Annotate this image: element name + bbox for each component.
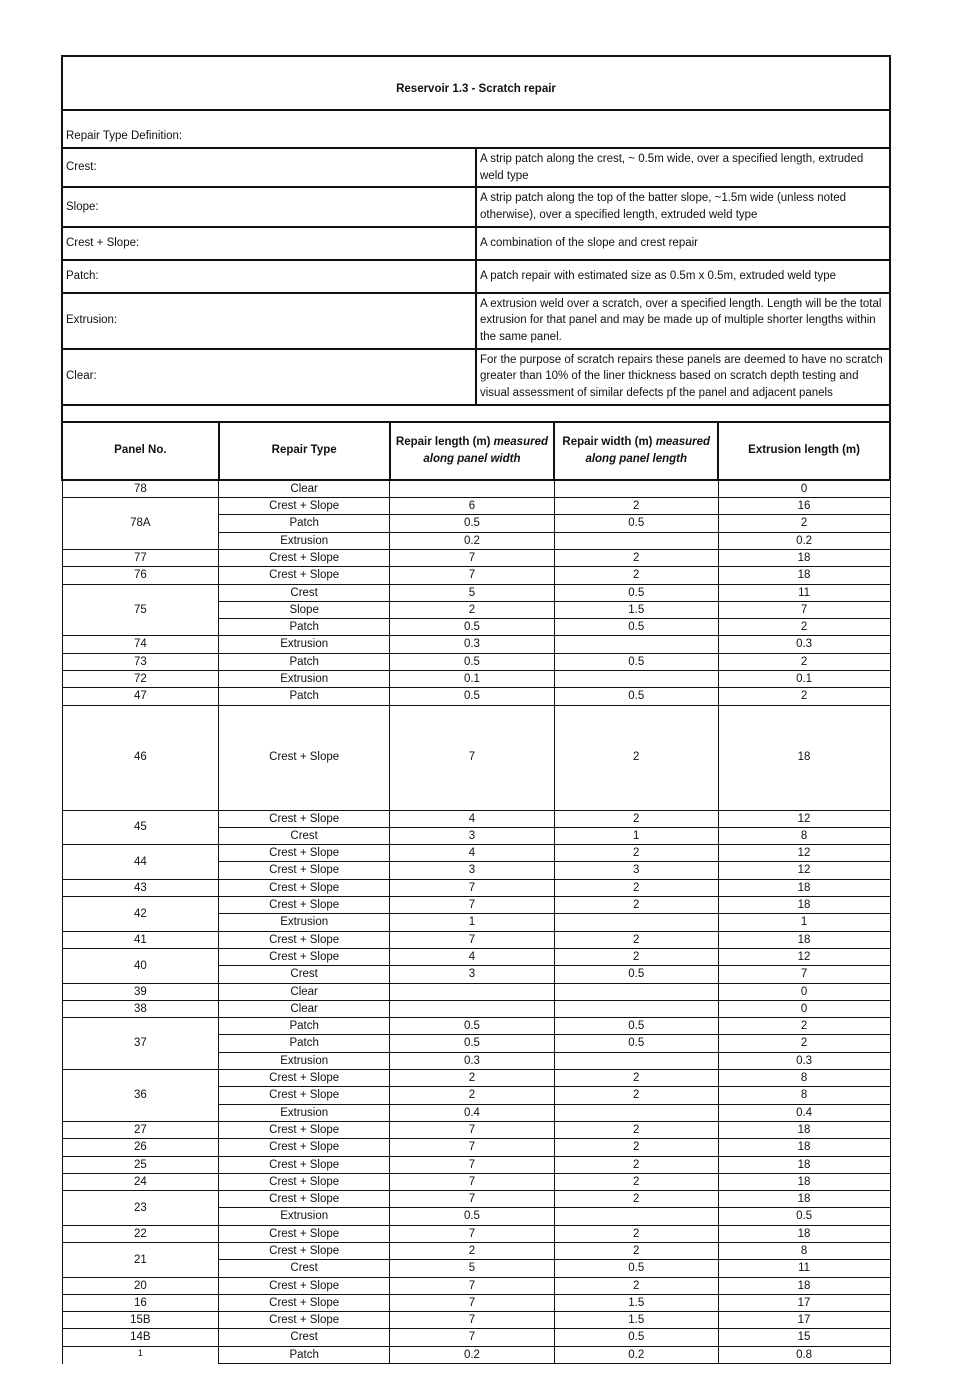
repair-length-cell: 0.5 bbox=[390, 1018, 555, 1035]
definition-row bbox=[62, 148, 890, 187]
repair-type-cell: Crest + Slope bbox=[219, 1243, 390, 1260]
repair-length-cell: 7 bbox=[390, 931, 555, 948]
extrusion-length-cell: 18 bbox=[718, 549, 890, 566]
repair-type-cell: Patch bbox=[219, 1035, 390, 1052]
panel-number-cell: 46 bbox=[62, 705, 219, 810]
repair-width-cell: 2 bbox=[554, 1156, 718, 1173]
extrusion-length-cell: 8 bbox=[718, 1243, 890, 1260]
extrusion-length-cell: 12 bbox=[718, 845, 890, 862]
repair-length-cell: 0.5 bbox=[390, 619, 555, 636]
extrusion-length-cell: 0.3 bbox=[718, 1052, 890, 1069]
panel-number-cell: 72 bbox=[62, 670, 219, 687]
repair-length-cell bbox=[390, 480, 555, 498]
repair-length-cell: 0.5 bbox=[390, 515, 555, 532]
col-header-repair-type: Repair Type bbox=[219, 422, 390, 480]
repair-type-cell: Crest bbox=[219, 827, 390, 844]
repair-type-cell: Extrusion bbox=[219, 914, 390, 931]
repair-length-cell bbox=[390, 1000, 555, 1017]
repair-width-cell: 2 bbox=[554, 1225, 718, 1242]
repair-length-cell: 3 bbox=[390, 862, 555, 879]
repair-length-cell: 7 bbox=[390, 705, 555, 810]
repair-length-cell: 4 bbox=[390, 810, 555, 827]
repair-width-cell: 2 bbox=[554, 705, 718, 810]
extrusion-length-cell: 0.5 bbox=[718, 1208, 890, 1225]
repair-length-cell: 7 bbox=[390, 567, 555, 584]
col-header-extrusion-length: Extrusion length (m) bbox=[718, 422, 890, 480]
table-row bbox=[62, 705, 890, 810]
table-header-row bbox=[62, 422, 890, 480]
repair-width-cell: 0.5 bbox=[554, 1329, 718, 1346]
extrusion-length-cell: 17 bbox=[718, 1294, 890, 1311]
table-row bbox=[62, 670, 890, 687]
col-header-repair-length-note: measured along panel width bbox=[423, 436, 548, 465]
repair-width-cell: 2 bbox=[554, 1277, 718, 1294]
repair-length-cell: 0.2 bbox=[390, 532, 555, 549]
table-row bbox=[62, 1312, 890, 1329]
col-header-repair-width bbox=[554, 422, 718, 480]
table-row bbox=[62, 1243, 890, 1260]
extrusion-length-cell: 12 bbox=[718, 948, 890, 965]
repair-width-cell: 2 bbox=[554, 1121, 718, 1138]
repair-type-cell: Crest + Slope bbox=[219, 1294, 390, 1311]
extrusion-length-cell: 2 bbox=[718, 688, 890, 705]
repair-length-cell: 7 bbox=[390, 1225, 555, 1242]
table-row bbox=[62, 498, 890, 515]
extrusion-length-cell: 2 bbox=[718, 653, 890, 670]
repair-length-cell: 0.5 bbox=[390, 1035, 555, 1052]
repair-width-cell bbox=[554, 1104, 718, 1121]
repair-length-cell: 0.5 bbox=[390, 688, 555, 705]
repair-type-cell: Patch bbox=[219, 1018, 390, 1035]
repair-type-cell: Crest + Slope bbox=[219, 845, 390, 862]
extrusion-length-cell: 0 bbox=[718, 983, 890, 1000]
panel-number-cell: 22 bbox=[62, 1225, 219, 1242]
repair-type-cell: Patch bbox=[219, 1346, 390, 1363]
table-row bbox=[62, 948, 890, 965]
definitions-table bbox=[61, 55, 891, 423]
panel-number-cell: 1 bbox=[62, 1346, 219, 1363]
repair-width-cell: 0.5 bbox=[554, 1260, 718, 1277]
repair-width-cell: 2 bbox=[554, 498, 718, 515]
repair-length-cell: 2 bbox=[390, 1243, 555, 1260]
extrusion-length-cell: 12 bbox=[718, 862, 890, 879]
panel-number-cell: 24 bbox=[62, 1173, 219, 1190]
table-body bbox=[62, 480, 890, 1364]
definition-row bbox=[62, 260, 890, 293]
table-row bbox=[62, 636, 890, 653]
repair-width-cell: 2 bbox=[554, 567, 718, 584]
table-row bbox=[62, 1121, 890, 1138]
extrusion-length-cell: 18 bbox=[718, 1156, 890, 1173]
table-row bbox=[62, 1156, 890, 1173]
panel-number-cell: 73 bbox=[62, 653, 219, 670]
definition-term: Extrusion: bbox=[62, 293, 476, 349]
repair-length-cell: 2 bbox=[390, 1087, 555, 1104]
repair-type-cell: Crest + Slope bbox=[219, 897, 390, 914]
definition-text: A extrusion weld over a scratch, over a specified length. Length will be the total extrusion for that panel and may be made up of multiple shorter lengths within the same panel. bbox=[476, 293, 890, 349]
repair-type-cell: Extrusion bbox=[219, 670, 390, 687]
repair-type-cell: Extrusion bbox=[219, 532, 390, 549]
definition-row bbox=[62, 187, 890, 226]
definition-term: Patch: bbox=[62, 260, 476, 293]
repair-width-cell: 0.5 bbox=[554, 584, 718, 601]
repair-length-cell: 7 bbox=[390, 1277, 555, 1294]
repair-length-cell: 6 bbox=[390, 498, 555, 515]
table-row bbox=[62, 1191, 890, 1208]
extrusion-length-cell: 7 bbox=[718, 601, 890, 618]
repair-type-cell: Crest + Slope bbox=[219, 1087, 390, 1104]
panel-number-cell: 38 bbox=[62, 1000, 219, 1017]
repair-type-cell: Crest + Slope bbox=[219, 1070, 390, 1087]
col-header-panel: Panel No. bbox=[62, 422, 219, 480]
repair-length-cell: 7 bbox=[390, 1156, 555, 1173]
table-row bbox=[62, 567, 890, 584]
table-row bbox=[62, 1346, 890, 1363]
extrusion-length-cell: 18 bbox=[718, 1139, 890, 1156]
repair-type-cell: Crest bbox=[219, 1260, 390, 1277]
repair-width-cell: 0.2 bbox=[554, 1346, 718, 1363]
repair-width-cell: 2 bbox=[554, 1173, 718, 1190]
repair-length-cell: 0.1 bbox=[390, 670, 555, 687]
definitions-heading: Repair Type Definition: bbox=[62, 110, 890, 148]
repair-width-cell: 2 bbox=[554, 845, 718, 862]
repair-type-cell: Crest + Slope bbox=[219, 862, 390, 879]
extrusion-length-cell: 2 bbox=[718, 1018, 890, 1035]
repair-type-cell: Crest + Slope bbox=[219, 1191, 390, 1208]
extrusion-length-cell: 15 bbox=[718, 1329, 890, 1346]
repair-type-cell: Patch bbox=[219, 619, 390, 636]
extrusion-length-cell: 18 bbox=[718, 1191, 890, 1208]
repair-type-cell: Clear bbox=[219, 983, 390, 1000]
repair-width-cell bbox=[554, 1208, 718, 1225]
panel-number-cell: 39 bbox=[62, 983, 219, 1000]
col-header-repair-length-main: Repair length (m) bbox=[395, 436, 494, 449]
panel-number-cell: 75 bbox=[62, 584, 219, 636]
repair-type-cell: Crest + Slope bbox=[219, 549, 390, 566]
repair-length-cell: 7 bbox=[390, 1329, 555, 1346]
repair-type-cell: Crest + Slope bbox=[219, 879, 390, 896]
repair-width-cell: 2 bbox=[554, 897, 718, 914]
repair-width-cell: 0.5 bbox=[554, 966, 718, 983]
panel-number-cell: 78A bbox=[62, 498, 219, 550]
table-row bbox=[62, 879, 890, 896]
panel-number-cell: 25 bbox=[62, 1156, 219, 1173]
panel-number-cell: 77 bbox=[62, 549, 219, 566]
repair-length-cell: 0.4 bbox=[390, 1104, 555, 1121]
repair-length-cell: 7 bbox=[390, 1294, 555, 1311]
repair-length-cell: 5 bbox=[390, 1260, 555, 1277]
extrusion-length-cell: 11 bbox=[718, 584, 890, 601]
repair-type-cell: Crest + Slope bbox=[219, 1277, 390, 1294]
repair-length-cell: 1 bbox=[390, 914, 555, 931]
repair-length-cell: 7 bbox=[390, 1121, 555, 1138]
repair-type-cell: Crest + Slope bbox=[219, 1121, 390, 1138]
table-row bbox=[62, 983, 890, 1000]
extrusion-length-cell: 0.2 bbox=[718, 532, 890, 549]
table-row bbox=[62, 688, 890, 705]
repair-width-cell: 2 bbox=[554, 1087, 718, 1104]
repair-width-cell: 0.5 bbox=[554, 1018, 718, 1035]
panel-number-cell: 47 bbox=[62, 688, 219, 705]
extrusion-length-cell: 16 bbox=[718, 498, 890, 515]
panel-number-cell: 40 bbox=[62, 948, 219, 983]
scratch-repair-table bbox=[61, 421, 891, 1364]
extrusion-length-cell: 0 bbox=[718, 480, 890, 498]
repair-type-cell: Crest + Slope bbox=[219, 948, 390, 965]
extrusion-length-cell: 2 bbox=[718, 515, 890, 532]
definition-text: A combination of the slope and crest repair bbox=[476, 227, 890, 260]
repair-width-cell bbox=[554, 1000, 718, 1017]
repair-type-cell: Crest + Slope bbox=[219, 931, 390, 948]
repair-type-cell: Crest + Slope bbox=[219, 705, 390, 810]
repair-length-cell: 7 bbox=[390, 1173, 555, 1190]
col-header-repair-width-note: measured along panel length bbox=[585, 436, 711, 465]
panel-number-cell: 23 bbox=[62, 1191, 219, 1226]
repair-length-cell: 4 bbox=[390, 845, 555, 862]
table-row bbox=[62, 845, 890, 862]
definition-term: Slope: bbox=[62, 187, 476, 226]
extrusion-length-cell: 18 bbox=[718, 1173, 890, 1190]
repair-length-cell: 0.5 bbox=[390, 653, 555, 670]
repair-length-cell: 0.5 bbox=[390, 1208, 555, 1225]
extrusion-length-cell: 8 bbox=[718, 1070, 890, 1087]
repair-length-cell: 3 bbox=[390, 966, 555, 983]
definition-text: A strip patch along the crest, ~ 0.5m wide, over a specified length, extruded weld type bbox=[476, 148, 890, 187]
panel-number-cell: 14B bbox=[62, 1329, 219, 1346]
repair-type-cell: Crest + Slope bbox=[219, 1312, 390, 1329]
repair-width-cell: 0.5 bbox=[554, 688, 718, 705]
repair-width-cell bbox=[554, 532, 718, 549]
repair-width-cell: 2 bbox=[554, 810, 718, 827]
repair-length-cell: 4 bbox=[390, 948, 555, 965]
repair-width-cell: 2 bbox=[554, 931, 718, 948]
panel-number-cell: 36 bbox=[62, 1070, 219, 1122]
repair-type-cell: Patch bbox=[219, 688, 390, 705]
repair-width-cell: 0.5 bbox=[554, 653, 718, 670]
repair-length-cell: 0.3 bbox=[390, 1052, 555, 1069]
repair-length-cell: 7 bbox=[390, 1139, 555, 1156]
definition-term: Crest: bbox=[62, 148, 476, 187]
repair-width-cell bbox=[554, 480, 718, 498]
extrusion-length-cell: 18 bbox=[718, 705, 890, 810]
definition-row bbox=[62, 227, 890, 260]
repair-width-cell: 2 bbox=[554, 1191, 718, 1208]
extrusion-length-cell: 18 bbox=[718, 1121, 890, 1138]
repair-type-cell: Crest bbox=[219, 584, 390, 601]
repair-type-cell: Clear bbox=[219, 480, 390, 498]
definition-term: Crest + Slope: bbox=[62, 227, 476, 260]
repair-width-cell: 2 bbox=[554, 549, 718, 566]
table-row bbox=[62, 1329, 890, 1346]
repair-type-cell: Slope bbox=[219, 601, 390, 618]
repair-type-cell: Crest + Slope bbox=[219, 1139, 390, 1156]
repair-width-cell: 0.5 bbox=[554, 619, 718, 636]
repair-length-cell: 7 bbox=[390, 897, 555, 914]
repair-type-cell: Crest + Slope bbox=[219, 567, 390, 584]
repair-length-cell: 3 bbox=[390, 827, 555, 844]
table-row bbox=[62, 810, 890, 827]
repair-length-cell: 7 bbox=[390, 1191, 555, 1208]
panel-number-cell: 78 bbox=[62, 480, 219, 498]
repair-length-cell: 5 bbox=[390, 584, 555, 601]
table-row bbox=[62, 1225, 890, 1242]
repair-type-cell: Crest + Slope bbox=[219, 498, 390, 515]
repair-length-cell: 7 bbox=[390, 1312, 555, 1329]
col-header-repair-width-main: Repair width (m) bbox=[562, 436, 656, 449]
definition-row bbox=[62, 349, 890, 405]
table-row bbox=[62, 549, 890, 566]
extrusion-length-cell: 0.3 bbox=[718, 636, 890, 653]
table-row bbox=[62, 931, 890, 948]
table-row bbox=[62, 653, 890, 670]
repair-width-cell: 2 bbox=[554, 1243, 718, 1260]
repair-width-cell: 1.5 bbox=[554, 601, 718, 618]
repair-length-cell: 0.3 bbox=[390, 636, 555, 653]
repair-type-cell: Crest bbox=[219, 966, 390, 983]
extrusion-length-cell: 18 bbox=[718, 879, 890, 896]
document-page bbox=[61, 55, 891, 1364]
repair-length-cell: 2 bbox=[390, 601, 555, 618]
table-row bbox=[62, 1139, 890, 1156]
repair-type-cell: Patch bbox=[219, 515, 390, 532]
repair-width-cell: 1 bbox=[554, 827, 718, 844]
repair-width-cell: 2 bbox=[554, 1139, 718, 1156]
definition-text: For the purpose of scratch repairs these panels are deemed to have no scratch greater than 10% of the liner thickness based on scratch depth testing and visual assessment of similar defects pf the panel and adjacent panels bbox=[476, 349, 890, 405]
repair-type-cell: Crest + Slope bbox=[219, 1156, 390, 1173]
repair-length-cell bbox=[390, 983, 555, 1000]
table-row bbox=[62, 1173, 890, 1190]
repair-length-cell: 7 bbox=[390, 549, 555, 566]
panel-number-cell: 15B bbox=[62, 1312, 219, 1329]
repair-width-cell: 0.5 bbox=[554, 1035, 718, 1052]
repair-length-cell: 7 bbox=[390, 879, 555, 896]
definition-term: Clear: bbox=[62, 349, 476, 405]
panel-number-cell: 26 bbox=[62, 1139, 219, 1156]
repair-width-cell: 2 bbox=[554, 1070, 718, 1087]
repair-width-cell: 1.5 bbox=[554, 1312, 718, 1329]
spacer-row bbox=[62, 405, 890, 422]
extrusion-length-cell: 18 bbox=[718, 897, 890, 914]
panel-number-cell: 16 bbox=[62, 1294, 219, 1311]
panel-number-cell: 42 bbox=[62, 897, 219, 932]
repair-type-cell: Crest + Slope bbox=[219, 810, 390, 827]
extrusion-length-cell: 8 bbox=[718, 1087, 890, 1104]
table-row bbox=[62, 1018, 890, 1035]
panel-number-cell: 45 bbox=[62, 810, 219, 845]
repair-type-cell: Patch bbox=[219, 653, 390, 670]
extrusion-length-cell: 1 bbox=[718, 914, 890, 931]
repair-length-cell: 2 bbox=[390, 1070, 555, 1087]
table-row bbox=[62, 584, 890, 601]
panel-number-cell: 43 bbox=[62, 879, 219, 896]
repair-width-cell: 3 bbox=[554, 862, 718, 879]
table-row bbox=[62, 897, 890, 914]
extrusion-length-cell: 0.8 bbox=[718, 1346, 890, 1363]
extrusion-length-cell: 18 bbox=[718, 1225, 890, 1242]
extrusion-length-cell: 18 bbox=[718, 1277, 890, 1294]
repair-type-cell: Extrusion bbox=[219, 1208, 390, 1225]
table-row bbox=[62, 1000, 890, 1017]
repair-type-cell: Crest + Slope bbox=[219, 1225, 390, 1242]
definition-row bbox=[62, 293, 890, 349]
panel-number-cell: 37 bbox=[62, 1018, 219, 1070]
repair-type-cell: Crest bbox=[219, 1329, 390, 1346]
repair-width-cell bbox=[554, 983, 718, 1000]
extrusion-length-cell: 0 bbox=[718, 1000, 890, 1017]
repair-width-cell bbox=[554, 670, 718, 687]
extrusion-length-cell: 2 bbox=[718, 619, 890, 636]
extrusion-length-cell: 2 bbox=[718, 1035, 890, 1052]
table-row bbox=[62, 1070, 890, 1087]
repair-type-cell: Extrusion bbox=[219, 1104, 390, 1121]
panel-number-cell: 41 bbox=[62, 931, 219, 948]
col-header-repair-length bbox=[390, 422, 555, 480]
definition-text: A strip patch along the top of the batter slope, ~1.5m wide (unless noted otherwise), over a specified length, extruded weld type bbox=[476, 187, 890, 226]
definition-text: A patch repair with estimated size as 0.5m x 0.5m, extruded weld type bbox=[476, 260, 890, 293]
extrusion-length-cell: 17 bbox=[718, 1312, 890, 1329]
panel-number-cell: 20 bbox=[62, 1277, 219, 1294]
table-row bbox=[62, 1294, 890, 1311]
panel-number-cell: 21 bbox=[62, 1243, 219, 1278]
extrusion-length-cell: 18 bbox=[718, 931, 890, 948]
repair-width-cell: 2 bbox=[554, 948, 718, 965]
extrusion-length-cell: 12 bbox=[718, 810, 890, 827]
document-title: Reservoir 1.3 - Scratch repair bbox=[62, 56, 890, 110]
table-row bbox=[62, 1277, 890, 1294]
extrusion-length-cell: 7 bbox=[718, 966, 890, 983]
table-row bbox=[62, 480, 890, 498]
extrusion-length-cell: 18 bbox=[718, 567, 890, 584]
repair-type-cell: Extrusion bbox=[219, 636, 390, 653]
repair-type-cell: Extrusion bbox=[219, 1052, 390, 1069]
extrusion-length-cell: 0.4 bbox=[718, 1104, 890, 1121]
panel-number-cell: 44 bbox=[62, 845, 219, 880]
repair-width-cell: 0.5 bbox=[554, 515, 718, 532]
extrusion-length-cell: 8 bbox=[718, 827, 890, 844]
extrusion-length-cell: 11 bbox=[718, 1260, 890, 1277]
repair-length-cell: 0.2 bbox=[390, 1346, 555, 1363]
panel-number-cell: 76 bbox=[62, 567, 219, 584]
repair-width-cell: 1.5 bbox=[554, 1294, 718, 1311]
repair-type-cell: Crest + Slope bbox=[219, 1173, 390, 1190]
panel-number-cell: 74 bbox=[62, 636, 219, 653]
extrusion-length-cell: 0.1 bbox=[718, 670, 890, 687]
panel-number-cell: 27 bbox=[62, 1121, 219, 1138]
repair-type-cell: Clear bbox=[219, 1000, 390, 1017]
repair-width-cell: 2 bbox=[554, 879, 718, 896]
repair-width-cell bbox=[554, 914, 718, 931]
repair-width-cell bbox=[554, 1052, 718, 1069]
repair-width-cell bbox=[554, 636, 718, 653]
